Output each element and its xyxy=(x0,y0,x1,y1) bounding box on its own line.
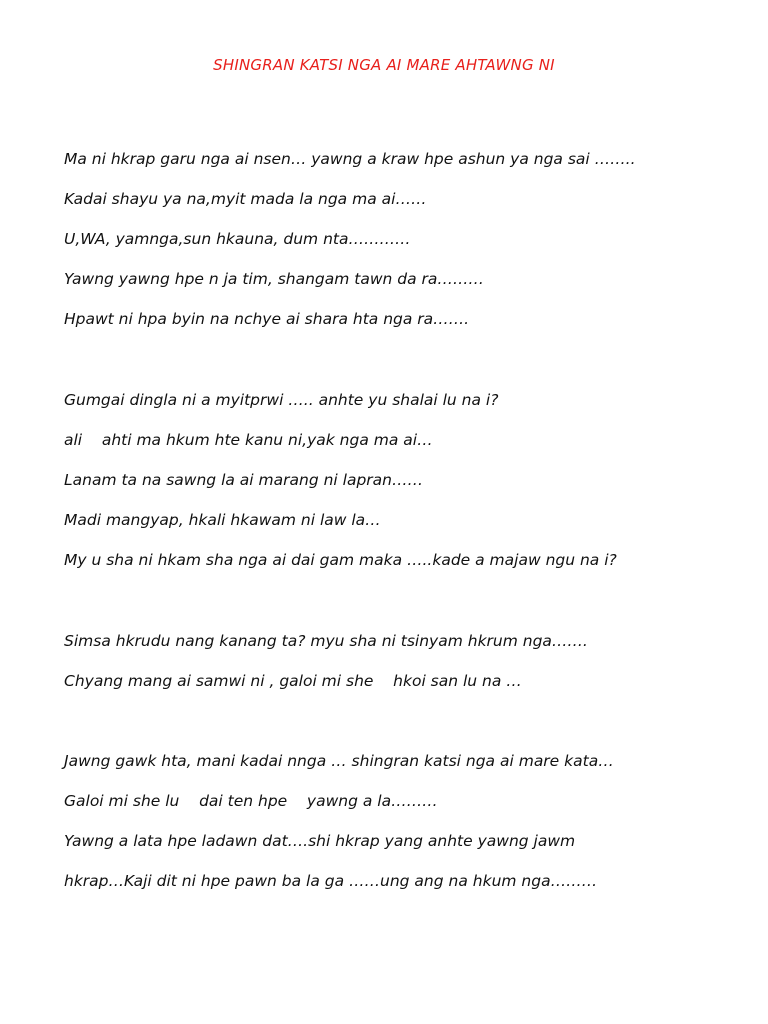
poem-line: Simsa hkrudu nang kanang ta? myu sha ni tsinyam hkrum nga……. xyxy=(64,632,588,650)
poem-line: Jawng gawk hta, mani kadai nnga … shingran katsi nga ai mare kata… xyxy=(64,752,614,770)
poem-line: Madi mangyap, hkali hkawam ni law la… xyxy=(64,511,381,529)
poem-line: Hpawt ni hpa byin na nchye ai shara hta nga ra……. xyxy=(64,310,470,328)
poem-line: My u sha ni hkam sha nga ai dai gam maka …..kade a majaw ngu na i? xyxy=(64,551,617,569)
poem-line: Chyang mang ai samwi ni , galoi mi she hkoi san lu na … xyxy=(64,672,522,690)
poem-line: Gumgai dingla ni a myitprwi ….. anhte yu shalai lu na i? xyxy=(64,391,499,409)
poem-line: Galoi mi she lu dai ten hpe yawng a la……… xyxy=(64,792,438,810)
poem-title: SHINGRAN KATSI NGA AI MARE AHTAWNG NI xyxy=(213,56,555,74)
stanza-3 xyxy=(64,630,744,710)
stanza-2 xyxy=(64,389,744,589)
poem-line: ali ahti ma hkum hte kanu ni,yak nga ma ai… xyxy=(64,431,433,449)
poem-line: U,WA, yamnga,sun hkauna, dum nta………… xyxy=(64,230,411,248)
poem-line: Kadai shayu ya na,myit mada la nga ma ai…… xyxy=(64,190,427,208)
stanza-4 xyxy=(64,750,744,910)
poem-line: Lanam ta na sawng la ai marang ni lapran…… xyxy=(64,471,423,489)
poem-line: Yawng yawng hpe n ja tim, shangam tawn da ra……… xyxy=(64,270,484,288)
poem-line: Yawng a lata hpe ladawn dat….shi hkrap yang anhte yawng jawm xyxy=(64,832,576,850)
stanza-1 xyxy=(64,148,744,348)
poem-line: hkrap…Kaji dit ni hpe pawn ba la ga ……ung ang na hkum nga……… xyxy=(64,872,598,890)
poem-line: Ma ni hkrap garu nga ai nsen… yawng a kraw hpe ashun ya nga sai …….. xyxy=(64,150,636,168)
